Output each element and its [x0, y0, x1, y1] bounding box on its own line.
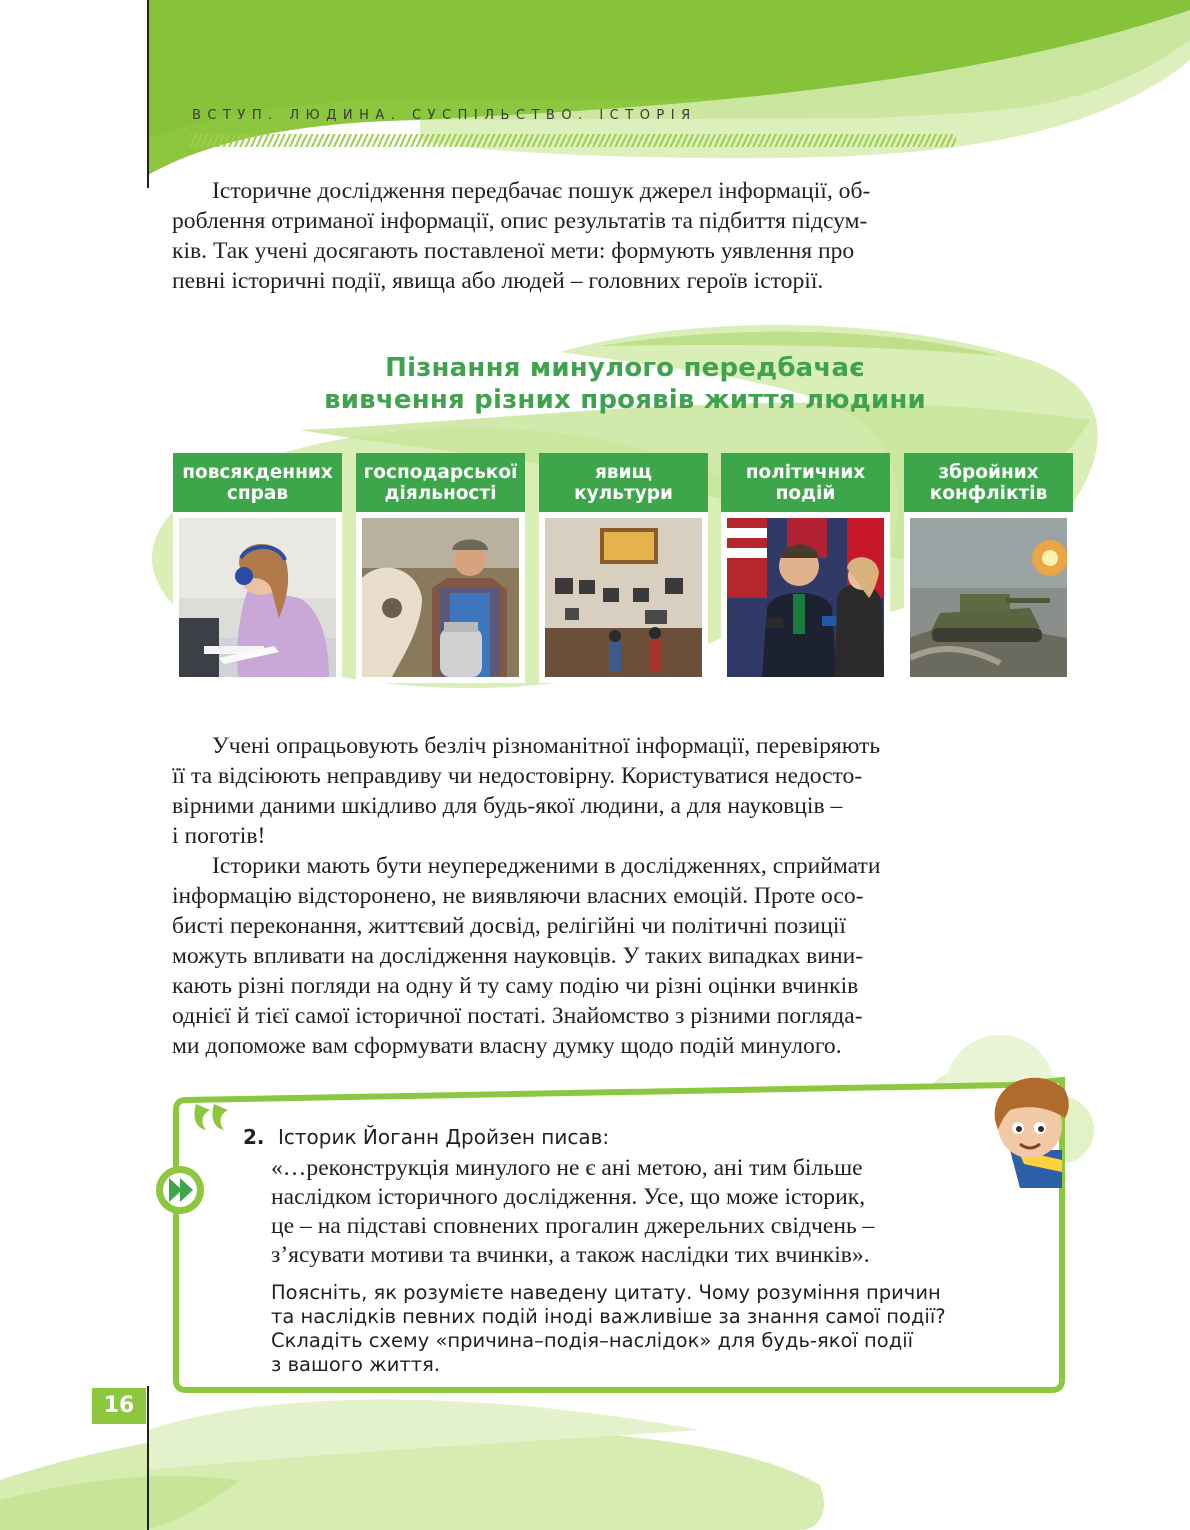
task-intro: Історик Йоганн Дройзен писав: — [278, 1125, 610, 1149]
infographic-title-line: вивчення різних проявів життя людини — [324, 385, 926, 415]
intro-line: Історичне дослідження передбачає пошук джерел інформації, об- — [212, 178, 871, 204]
body-line: можуть впливати на дослідження науковців. У таких випадках вини- — [172, 943, 864, 969]
card-heading-line: справ — [226, 482, 289, 504]
card-heading-line: політичних — [745, 461, 866, 483]
quote-line: «…реконструкція минулого не є ані метою, ані тим більше — [271, 1155, 863, 1181]
body-line: бисті переконання, життєвий досвід, релігійні чи політичні позиції — [172, 913, 846, 939]
task-number: 2. — [243, 1125, 265, 1149]
question-line: Складіть схему «причина–подія–наслідок» для будь-якої події — [271, 1329, 914, 1352]
running-head: ВСТУП. ЛЮДИНА. СУСПІЛЬСТВО. ІСТОРІЯ — [192, 108, 697, 123]
body-line: Учені опрацьовують безліч різноманітної інформації, перевіряють — [212, 733, 881, 759]
card-heading-line: діяльності — [384, 482, 497, 504]
quote-line: наслідком історичного дослідження. Усе, що може історик, — [271, 1184, 866, 1210]
infographic-title-line: Пізнання минулого передбачає — [385, 353, 865, 383]
task-question — [271, 1281, 1041, 1377]
body-line: однієї й тієї самої історичної постаті. Знайомство з різними погляда- — [172, 1003, 863, 1029]
question-line: Поясніть, як розумієте наведену цитату. Чому розуміння причин — [271, 1281, 941, 1304]
body-line: Історики мають бути неупередженими в дослідженнях, сприймати — [212, 853, 881, 879]
quote-line: з’ясувати мотиви та вчинки, а також наслідки тих вчинків». — [271, 1242, 870, 1268]
card-heading-line: збройних — [938, 461, 1039, 483]
body-line: її та відсіюють неправдиву чи недостовірну. Користуватися недосто- — [172, 763, 863, 789]
page-number: 16 — [92, 1388, 146, 1424]
card-heading-line: подій — [775, 482, 836, 504]
body-line: ми допоможе вам сформувати власну думку щодо подій минулого. — [172, 1033, 842, 1059]
body-line: і поготів! — [172, 823, 266, 849]
card-heading-line: культури — [574, 482, 673, 504]
play-forward-icon — [156, 1166, 204, 1214]
intro-line: ків. Так учені досягають поставленої мети: формують уявлення про — [172, 238, 855, 264]
body-line: кають різні погляди на одну й ту саму подію чи різні оцінки вчинків — [172, 973, 859, 999]
card-heading-line: явищ — [595, 461, 652, 483]
body-line: інформацію відсторонено, не виявляючи власних емоцій. Проте осо- — [172, 883, 864, 909]
intro-line: роблення отриманої інформації, опис результатів та підбиття підсум- — [172, 208, 868, 234]
question-line: та наслідків певних подій іноді важливіше за знання самої події? — [271, 1305, 946, 1328]
card-heading-line: господарської — [363, 461, 518, 483]
intro-line: певні історичні події, явища або людей – головних героїв історії. — [172, 268, 824, 294]
card-heading-line: конфліктів — [929, 482, 1048, 504]
card-heading-line: повсякденних — [182, 461, 333, 483]
task-quote — [271, 1154, 1041, 1270]
quote-line: це – на підставі сповнених прогалин джерельних свідчень – — [271, 1213, 875, 1239]
body-line: вірними даними шкідливо для будь-якої людини, а для науковців – — [172, 793, 843, 819]
question-line: з вашого життя. — [271, 1353, 441, 1376]
